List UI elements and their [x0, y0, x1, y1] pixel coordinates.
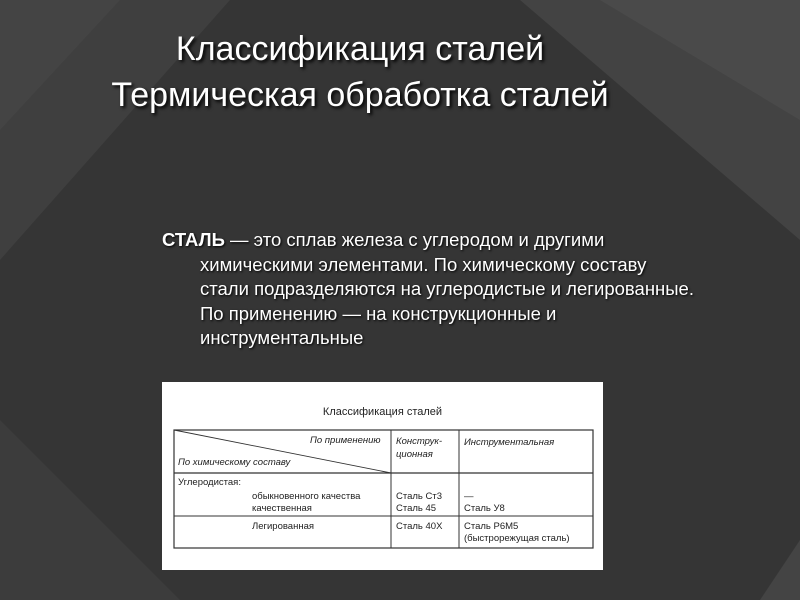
header-tool: Инструментальная [464, 437, 555, 448]
header-by-composition: По химическому составу [178, 457, 291, 468]
definition-text [162, 228, 798, 351]
definition-line-2: химическими элементами. По химическому составу [200, 253, 647, 275]
definition-line-4: По применению — на конструкционные и [200, 302, 557, 324]
header-structural-2: ционная [396, 449, 433, 460]
table-title: Классификация сталей [322, 406, 443, 418]
definition-line-5: инструментальные [200, 327, 364, 349]
classification-table-image [162, 382, 603, 570]
row2-label-alloy: Легированная [252, 521, 315, 532]
row1-label-ordinary: обыкновенного качества [252, 491, 361, 502]
slide-title [60, 26, 660, 118]
row1-label-quality: качественная [252, 503, 312, 514]
header-structural-1: Конструк- [396, 436, 443, 447]
row1-tool-2: Сталь У8 [464, 503, 505, 514]
row2-tool-1: Сталь Р6М5 [464, 521, 519, 532]
row1-structural-2: Сталь 45 [396, 503, 437, 514]
definition-line-3: стали подразделяются на углеродистые и легированные. [200, 278, 694, 300]
title-line-1: Классификация сталей [175, 30, 545, 68]
header-by-application: По применению [310, 435, 381, 446]
row2-tool-2: (быстрорежущая сталь) [464, 533, 570, 544]
title-line-2: Термическая обработка сталей [111, 76, 609, 114]
row1-structural-1: Сталь Ст3 [396, 491, 443, 502]
definition-line-1-rest: — это сплав железа с углеродом и другими [224, 229, 605, 250]
group-carbon-label: Углеродистая: [178, 477, 241, 488]
row2-structural: Сталь 40Х [396, 521, 443, 532]
definition-term: СТАЛЬ [162, 229, 225, 250]
definition-line-1 [162, 228, 798, 253]
row1-tool-1: — [464, 491, 474, 502]
